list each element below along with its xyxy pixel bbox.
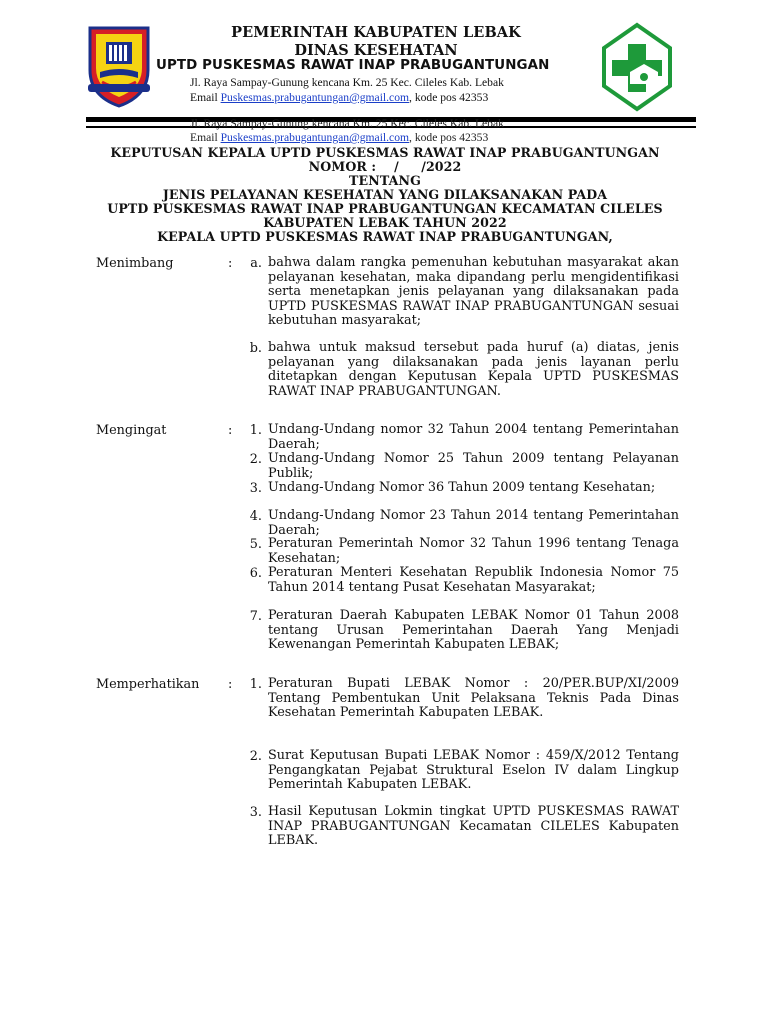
list-item-mark: 3. <box>249 481 262 496</box>
list-item: Undang-Undang Nomor 36 Tahun 2009 tentang Kesehatan; <box>268 480 656 495</box>
list-item-mark: 1. <box>249 677 262 692</box>
decree-number: NOMOR : / /2022 <box>308 159 462 174</box>
header-government: PEMERINTAH KABUPATEN LEBAK <box>231 24 521 41</box>
email-link-duplicate[interactable]: Puskesmas.prabugantungan@gmail.com <box>220 131 410 144</box>
decree-about: TENTANG <box>349 173 421 188</box>
section-label-mengingat: Mengingat <box>96 423 167 438</box>
header-institution: UPTD PUSKESMAS RAWAT INAP PRABUGANTUNGAN <box>156 58 550 73</box>
list-item-mark: 5. <box>249 537 262 552</box>
list-item: Peraturan Daerah Kabupaten LEBAK Nomor 01 Tahun 2008 tentang Urusan Pemerintahan Daerah Yang Menjadi Kewenangan Pemerintah Kabupaten LEBAK; <box>268 608 679 653</box>
list-item: Surat Keputusan Bupati LEBAK Nomor : 459/X/2012 Tentang Pengangkatan Pejabat Struktural Eselon IV dalam Lingkup Pemerintah Kabupaten LEBAK. <box>268 748 679 793</box>
list-item-mark: 1. <box>249 423 262 438</box>
header-department: DINAS KESEHATAN <box>294 42 458 59</box>
list-item-mark: 7. <box>249 609 262 624</box>
list-item-mark: 6. <box>249 566 262 581</box>
list-item: Hasil Keputusan Lokmin tingkat UPTD PUSKESMAS RAWAT INAP PRABUGANTUNGAN Kecamatan CILELES Kabupaten LEBAK. <box>268 804 679 849</box>
list-item: Peraturan Menteri Kesehatan Republik Indonesia Nomor 75 Tahun 2014 tentang Pusat Kesehatan Masyarakat; <box>268 565 679 595</box>
list-item-mark: 4. <box>249 509 262 524</box>
list-item: Undang-Undang Nomor 23 Tahun 2014 tentang Pemerintahan Daerah; <box>268 508 679 538</box>
postal-code-duplicate: , kode pos 42353 <box>409 131 489 144</box>
decree-issuer: KEPALA UPTD PUSKESMAS RAWAT INAP PRABUGANTUNGAN, <box>157 229 613 244</box>
postal-code: , kode pos 42353 <box>409 91 489 104</box>
puskesmas-logo-icon <box>600 22 674 112</box>
email-link[interactable]: Puskesmas.prabugantungan@gmail.com <box>220 91 410 104</box>
decree-subject-line-1: JENIS PELAYANAN KESEHATAN YANG DILAKSANAKAN PADA <box>162 187 608 202</box>
list-item-mark: b. <box>249 341 262 356</box>
section-colon: : <box>228 423 233 438</box>
list-item: Peraturan Bupati LEBAK Nomor : 20/PER.BUP/XI/2009 Tentang Pembentukan Unit Pelaksana Teknis Pada Dinas Kesehatan Pemerintah Kabupaten LEBAK. <box>268 676 679 721</box>
decree-subject-line-3: KABUPATEN LEBAK TAHUN 2022 <box>263 215 507 230</box>
section-label-memperhatikan: Memperhatikan <box>96 677 200 692</box>
list-item: Peraturan Pemerintah Nomor 32 Tahun 1996 tentang Tenaga Kesehatan; <box>268 536 679 566</box>
list-item-mark: a. <box>250 256 262 271</box>
header-address: Jl. Raya Sampay-Gunung kencana Km. 25 Kec. Cileles Kab. Lebak <box>190 76 504 89</box>
kabupaten-lebak-crest-icon <box>86 22 152 108</box>
list-item: bahwa dalam rangka pemenuhan kebutuhan masyarakat akan pelayanan kesehatan, maka dipandang perlu mengidentifikasi serta menetapkan jenis pelayanan yang dilaksanakan pada UPTD PUSKESMAS RAWAT INAP PRABUGANTUNGAN sesuai kebutuhan masyarakat; <box>268 255 679 329</box>
list-item-mark: 2. <box>249 452 262 467</box>
section-colon: : <box>228 677 233 692</box>
list-item: Undang-Undang Nomor 25 Tahun 2009 tentang Pelayanan Publik; <box>268 451 679 481</box>
list-item: bahwa untuk maksud tersebut pada huruf (a) diatas, jenis pelayanan yang dilaksanakan pada jenis layanan perlu ditetapkan dengan Keputusan Kepala UPTD PUSKESMAS RAWAT INAP PRABUGANTUNGAN. <box>268 340 679 399</box>
email-label: Email <box>190 91 221 104</box>
section-colon: : <box>228 256 233 271</box>
list-item-mark: 2. <box>249 749 262 764</box>
email-label-duplicate: Email <box>190 131 221 144</box>
section-label-menimbang: Menimbang <box>96 256 174 271</box>
header-email-duplicate <box>190 131 488 144</box>
decree-subject-line-2: UPTD PUSKESMAS RAWAT INAP PRABUGANTUNGAN KECAMATAN CILELES <box>107 201 663 216</box>
header-address-duplicate: Jl. Raya Sampay-Gunung kencana Km. 25 Kec. Cileles Kab. Lebak <box>190 117 504 130</box>
list-item-mark: 3. <box>249 805 262 820</box>
list-item: Undang-Undang nomor 32 Tahun 2004 tentang Pemerintahan Daerah; <box>268 422 679 452</box>
decree-title: KEPUTUSAN KEPALA UPTD PUSKESMAS RAWAT INAP PRABUGANTUNGAN <box>110 145 660 160</box>
header-email-line <box>190 91 488 104</box>
